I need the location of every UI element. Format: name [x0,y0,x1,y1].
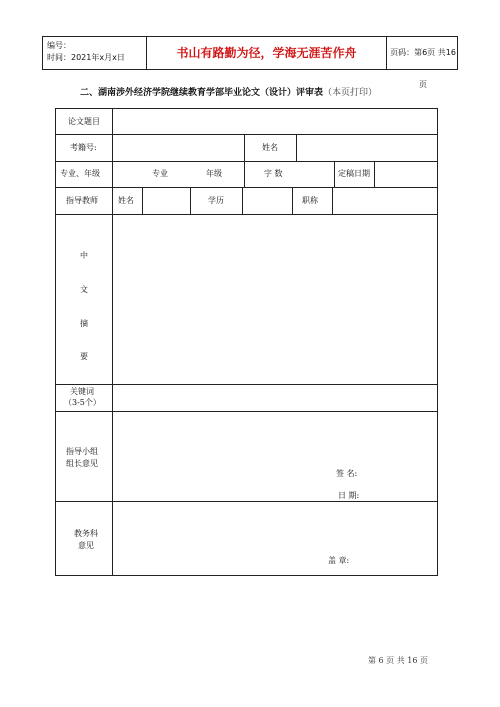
cell-divider [244,161,245,187]
code-label: 编号： [47,41,71,50]
signature-label: 签 名: [336,469,358,478]
thesis-title-field[interactable] [116,111,436,131]
name-label: 姓名 [262,143,278,152]
form-title-note: （本页打印） [323,88,378,98]
title-rank-field[interactable] [336,190,434,210]
abstract-char: 中 [80,251,88,260]
header-page-info: 页码：第6页 共16页 [390,48,456,89]
abstract-field[interactable] [116,217,434,381]
education-field[interactable] [246,190,288,210]
group-opinion-label-1: 指导小组 [66,447,98,456]
office-opinion-field[interactable] [116,504,434,572]
form-title-main: 二、湖南涉外经济学院继续教育学部毕业论文（设计）评审表 [80,88,324,98]
exam-no-field[interactable] [116,137,240,157]
row-divider [56,187,437,188]
header-motto: 书山有路勤为径，学海无涯苦作舟 [147,37,387,69]
office-label-2: 意见 [78,541,94,550]
advisor-label: 指导教师 [66,196,98,205]
major-label: 专业 [152,169,168,178]
cell-divider [190,187,191,214]
abstract-char: 摘 [80,319,88,328]
name-field[interactable] [300,137,434,157]
title-rank-label: 职称 [302,196,318,205]
header-meta [43,37,147,69]
education-label: 学历 [208,196,224,205]
exam-no-label: 考籍号: [70,143,97,152]
label-column-divider [112,109,113,575]
word-count-label: 字 数 [264,169,283,178]
keywords-label: 关键词 [70,387,94,396]
group-opinion-label-2: 组长意见 [66,459,98,468]
row-divider [56,411,437,412]
office-label-1: 教务科 [74,529,98,538]
grade-label: 年级 [206,169,222,178]
row-divider [56,501,437,502]
abstract-char: 要 [80,352,88,361]
row-divider [56,384,437,385]
advisor-name-field[interactable] [146,190,186,210]
page-header [42,36,458,89]
form-title [80,85,377,98]
cell-divider [142,187,143,214]
seal-label: 盖 章: [328,556,350,565]
advisor-name-label: 姓名 [118,196,134,205]
cell-divider [244,134,245,161]
evaluation-form [55,108,438,576]
cell-divider [332,187,333,214]
date-label: 日 期: [338,491,360,500]
row-divider [56,134,437,135]
defense-date-label: 定稿日期 [338,169,370,178]
time-label: 时间：2021年x月x日 [47,53,125,62]
row-divider [56,214,437,215]
cell-divider [374,161,375,187]
thesis-title-label: 论文题目 [68,117,100,126]
cell-divider [292,187,293,214]
cell-divider [296,134,297,161]
page-footer: 第 6 页 共 16 页 [368,656,428,665]
cell-divider [242,187,243,214]
keywords-hint: （3-5个） [64,398,101,407]
major-year-label: 专业、年级 [60,169,100,178]
group-opinion-field[interactable] [116,414,434,498]
keywords-field[interactable] [116,388,434,408]
abstract-char: 文 [80,285,88,294]
defense-date-field[interactable] [378,164,434,184]
row-divider [56,161,437,162]
cell-divider [334,161,335,187]
